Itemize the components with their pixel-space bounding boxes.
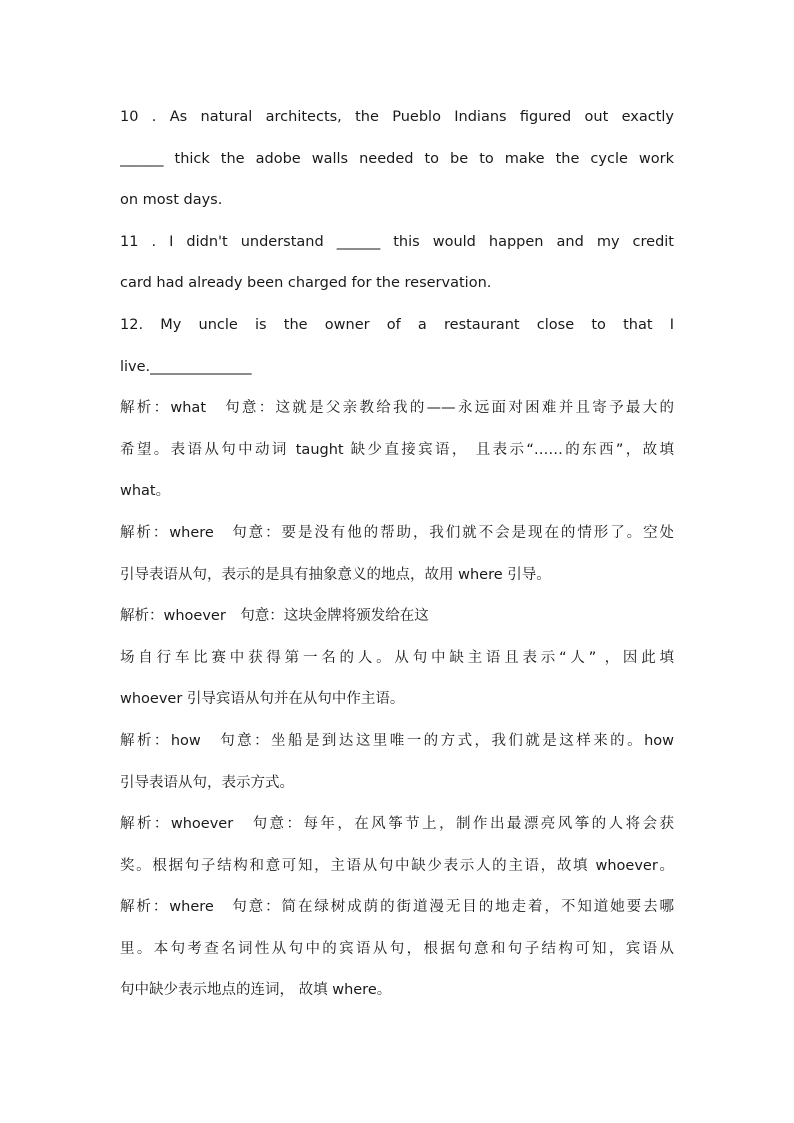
answer-whoever-1-line-3: whoever 引导宾语从句并在从句中作主语。 — [120, 691, 405, 708]
answer-what — [120, 388, 674, 513]
answer-whoever-2 — [120, 804, 674, 887]
question-11-line-1: 11 . I didn't understand ______ this would happen and my credit — [120, 233, 674, 250]
answer-where-2-line-1: 解析：where 句意：简在绿树成荫的街道漫无目的地走着，不知道她要去哪 — [120, 899, 674, 916]
question-12-line-1: 12. My uncle is the owner of a restaurant close to that I — [120, 316, 674, 333]
question-10-line-1: 10 . As natural architects, the Pueblo Indians figured out exactly — [120, 109, 674, 125]
answer-whoever-2-line-2: 奖。根据句子结构和意可知，主语从句中缺少表示人的主语，故填 whoever。 — [120, 857, 674, 874]
answer-what-line-2: 希望。表语从句中动词 taught 缺少直接宾语， 且表示“……的东西”，故填 — [120, 441, 674, 458]
question-12-line-2: live.______________ — [120, 358, 252, 375]
answer-whoever-1-line-1: 解析：whoever 句意：这块金牌将颁发给在这 — [120, 608, 429, 625]
answer-where-2-line-2: 里。本句考查名词性从句中的宾语从句，根据句意和句子结构可知，宾语从 — [120, 940, 674, 957]
answer-what-line-3: what。 — [120, 483, 171, 500]
document-page — [120, 97, 674, 1012]
question-10-line-3: on most days. — [120, 192, 223, 209]
question-12 — [120, 305, 674, 388]
answer-where-2-line-3: 句中缺少表示地点的连词， 故填 where。 — [120, 982, 392, 999]
answer-how — [120, 721, 674, 804]
question-11 — [120, 222, 674, 305]
question-11-line-2: card had already been charged for the reservation. — [120, 275, 492, 292]
answer-what-line-1: 解析：what 句意：这就是父亲教给我的——永远面对困难并且寄予最大的 — [120, 400, 674, 417]
answer-how-line-2: 引导表语从句，表示方式。 — [120, 774, 294, 791]
answer-whoever-1-line-2: 场自行车比赛中获得第一名的人。从句中缺主语且表示“人” ，因此填 — [120, 649, 674, 666]
answer-where-1-line-2: 引导表语从句，表示的是具有抽象意义的地点，故用 where 引导。 — [120, 566, 551, 583]
answer-how-line-1: 解析：how 句意：坐船是到达这里唯一的方式，我们就是这样来的。how — [120, 732, 674, 749]
answer-where-1-line-1: 解析：where 句意：要是没有他的帮助，我们就不会是现在的情形了。空处 — [120, 524, 674, 541]
answer-where-2 — [120, 887, 674, 1012]
answer-whoever-2-line-1: 解析：whoever 句意：每年，在风筝节上，制作出最漂亮风筝的人将会获 — [120, 816, 674, 833]
answer-where-1 — [120, 513, 674, 596]
answer-whoever-1 — [120, 596, 674, 721]
question-10 — [120, 97, 674, 222]
question-10-line-2: ______ thick the adobe walls needed to be to make the cycle work — [120, 150, 674, 167]
